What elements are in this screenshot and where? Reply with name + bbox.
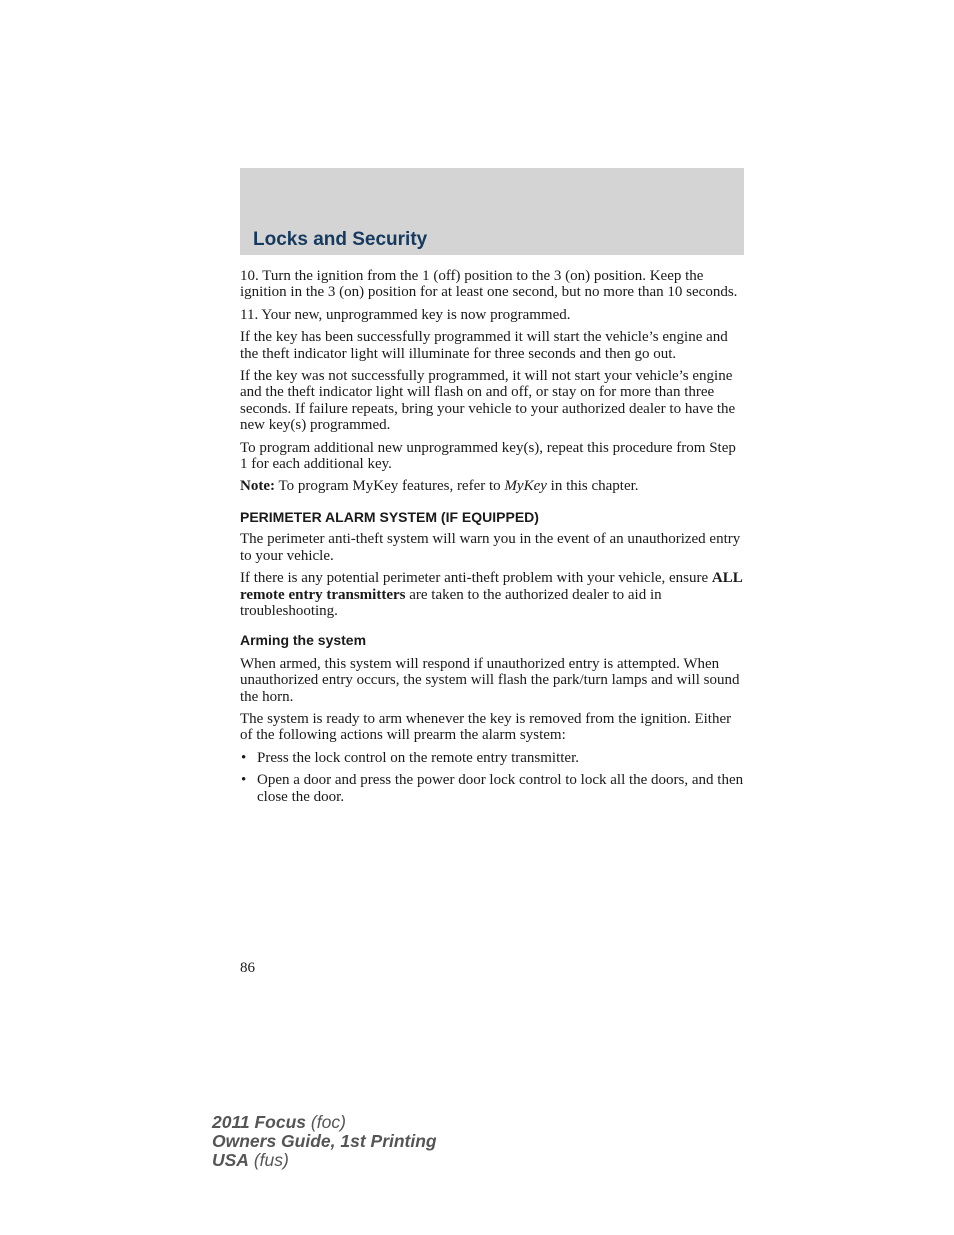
step-10: 10. Turn the ignition from the 1 (off) position to the 3 (on) position. Keep the ignition in the 3 (on) position for at least one second, but no more than 10 seconds. bbox=[240, 268, 738, 301]
footer-line-3 bbox=[212, 1151, 437, 1170]
bullet-icon: • bbox=[241, 749, 247, 766]
footer-line-2 bbox=[212, 1132, 437, 1151]
step-11: 11. Your new, unprogrammed key is now programmed. bbox=[240, 306, 571, 323]
list-item-text: Open a door and press the power door lock control to lock all the doors, and then close the door. bbox=[257, 772, 744, 805]
note-label: Note: bbox=[240, 478, 275, 495]
arming-paragraph-2: The system is ready to arm whenever the key is removed from the ignition. Either of the following actions will prearm the alarm system: bbox=[240, 710, 732, 744]
page-number: 86 bbox=[240, 960, 255, 976]
footer-region: USA bbox=[212, 1150, 249, 1170]
section-header-band bbox=[240, 168, 744, 255]
list-item bbox=[240, 750, 744, 766]
note-text-after: in this chapter. bbox=[546, 478, 639, 495]
section-title: Locks and Security bbox=[253, 229, 428, 250]
perimeter-paragraph-2 bbox=[240, 570, 744, 619]
failure-paragraph: If the key was not successfully programmed, it will not start your vehicle’s engine and the theft indicator light will flash on and off, or stay on for more than three seconds. If failure repeats, bring your vehicle to your authorized dealer to have the new key(s) programmed. bbox=[240, 368, 736, 434]
footer-region-code: (fus) bbox=[248, 1150, 289, 1170]
note-paragraph bbox=[240, 478, 744, 494]
perimeter-p2-before: If there is any potential perimeter anti-theft problem with your vehicle, ensure bbox=[240, 570, 712, 587]
footer-model-code: (foc) bbox=[306, 1112, 346, 1132]
arming-heading: Arming the system bbox=[240, 632, 367, 649]
list-item-text: Press the lock control on the remote entry transmitter. bbox=[257, 749, 580, 766]
note-text-before: To program MyKey features, refer to bbox=[274, 478, 505, 495]
footer-guide: Owners Guide, 1st Printing bbox=[212, 1131, 437, 1151]
perimeter-alarm-heading: PERIMETER ALARM SYSTEM (IF EQUIPPED) bbox=[240, 508, 539, 525]
prearm-actions-list bbox=[240, 750, 744, 805]
arming-paragraph-1: When armed, this system will respond if unauthorized entry is attempted. When unauthorized entry occurs, the system will flash the park/turn lamps and will sound the horn. bbox=[240, 655, 740, 705]
note-reference: MyKey bbox=[504, 478, 547, 495]
perimeter-paragraph-1: The perimeter anti-theft system will warn you in the event of an unauthorized entry to your vehicle. bbox=[240, 531, 741, 564]
additional-keys-paragraph: To program additional new unprogrammed key(s), repeat this procedure from Step 1 for each additional key. bbox=[240, 439, 736, 473]
list-item bbox=[240, 772, 744, 805]
perimeter-p2-after: are taken to the authorized dealer to aid in troubleshooting. bbox=[240, 586, 662, 619]
footer-model: 2011 Focus bbox=[212, 1112, 307, 1132]
success-paragraph: If the key has been successfully programmed it will start the vehicle’s engine and the theft indicator light will illuminate for three seconds and then go out. bbox=[240, 329, 728, 362]
page-content bbox=[240, 268, 744, 811]
perimeter-p2-bold: ALL remote entry transmitters bbox=[240, 570, 742, 603]
document-footer bbox=[212, 1113, 437, 1170]
bullet-icon: • bbox=[241, 772, 247, 789]
footer-line-1 bbox=[212, 1113, 437, 1132]
